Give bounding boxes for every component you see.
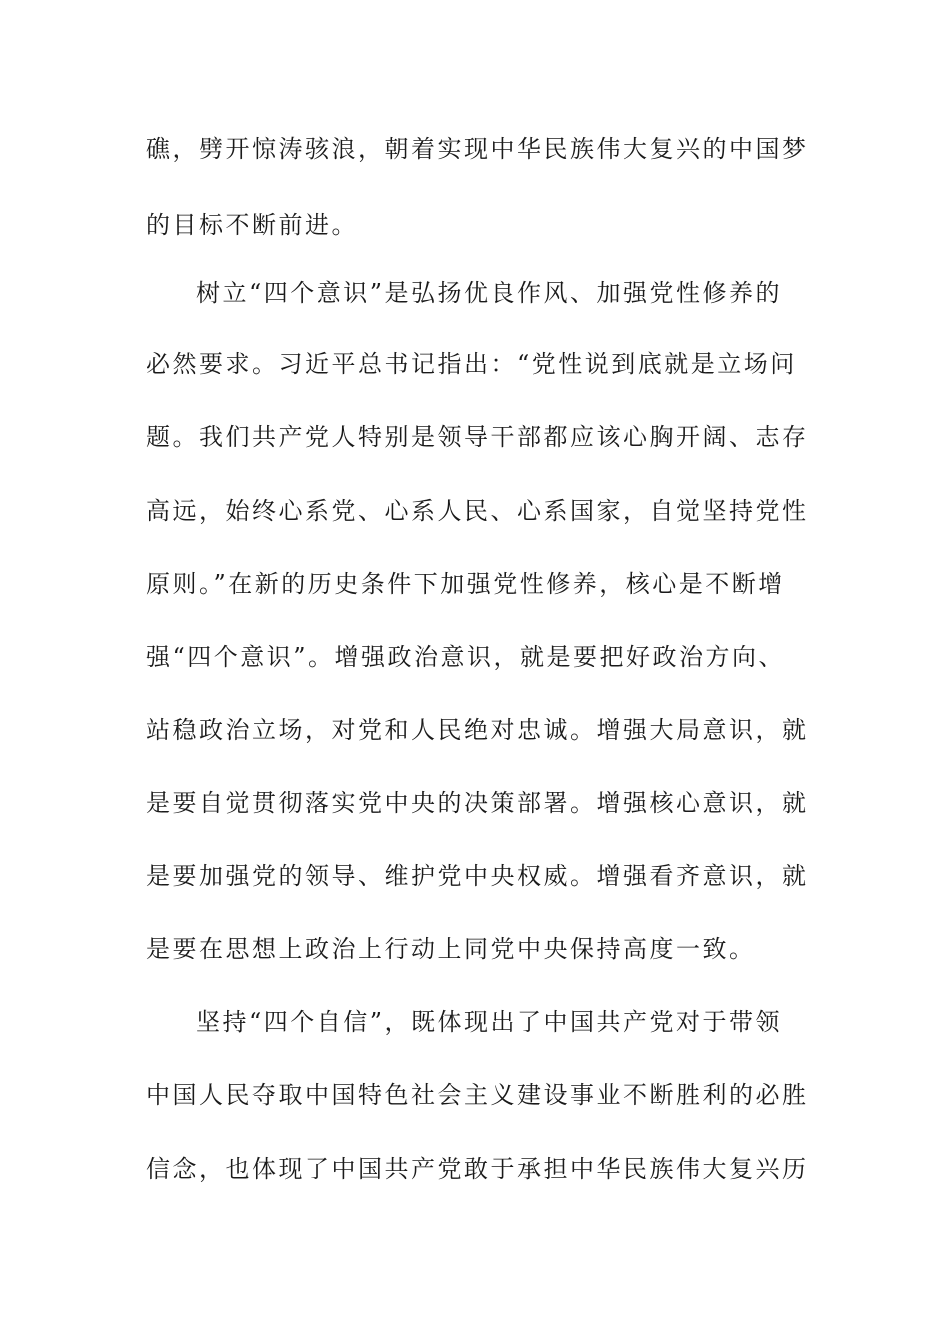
text-line: 礁，劈开惊涛骇浪，朝着实现中华民族伟大复兴的中国梦	[146, 135, 809, 163]
paragraph-start-line: 树立“四个意识”是弘扬优良作风、加强党性修养的	[196, 279, 783, 307]
text-line: 题。我们共产党人特别是领导干部都应该心胸开阔、志存	[146, 423, 809, 451]
text-line: 是要自觉贯彻落实党中央的决策部署。增强核心意识，就	[146, 789, 809, 817]
text-line: 必然要求。习近平总书记指出：“党性说到底就是立场问	[146, 350, 797, 378]
text-line: 高远，始终心系党、心系人民、心系国家，自觉坚持党性	[146, 497, 809, 525]
paragraph-start-line: 坚持“四个自信”，既体现出了中国共产党对于带领	[196, 1008, 783, 1036]
text-line: 是要加强党的领导、维护党中央权威。增强看齐意识，就	[146, 862, 809, 890]
text-line: 原则。”在新的历史条件下加强党性修养，核心是不断增	[146, 570, 785, 598]
text-line: 是要在思想上政治上行动上同党中央保持高度一致。	[146, 935, 756, 963]
text-line: 站稳政治立场，对党和人民绝对忠诚。增强大局意识，就	[146, 716, 809, 744]
text-line: 信念，也体现了中国共产党敢于承担中华民族伟大复兴历	[146, 1155, 809, 1183]
text-line: 中国人民夺取中国特色社会主义建设事业不断胜利的必胜	[146, 1081, 809, 1109]
text-line: 的目标不断前进。	[146, 211, 358, 239]
text-line: 强“四个意识”。增强政治意识，就是要把好政治方向、	[146, 643, 786, 671]
